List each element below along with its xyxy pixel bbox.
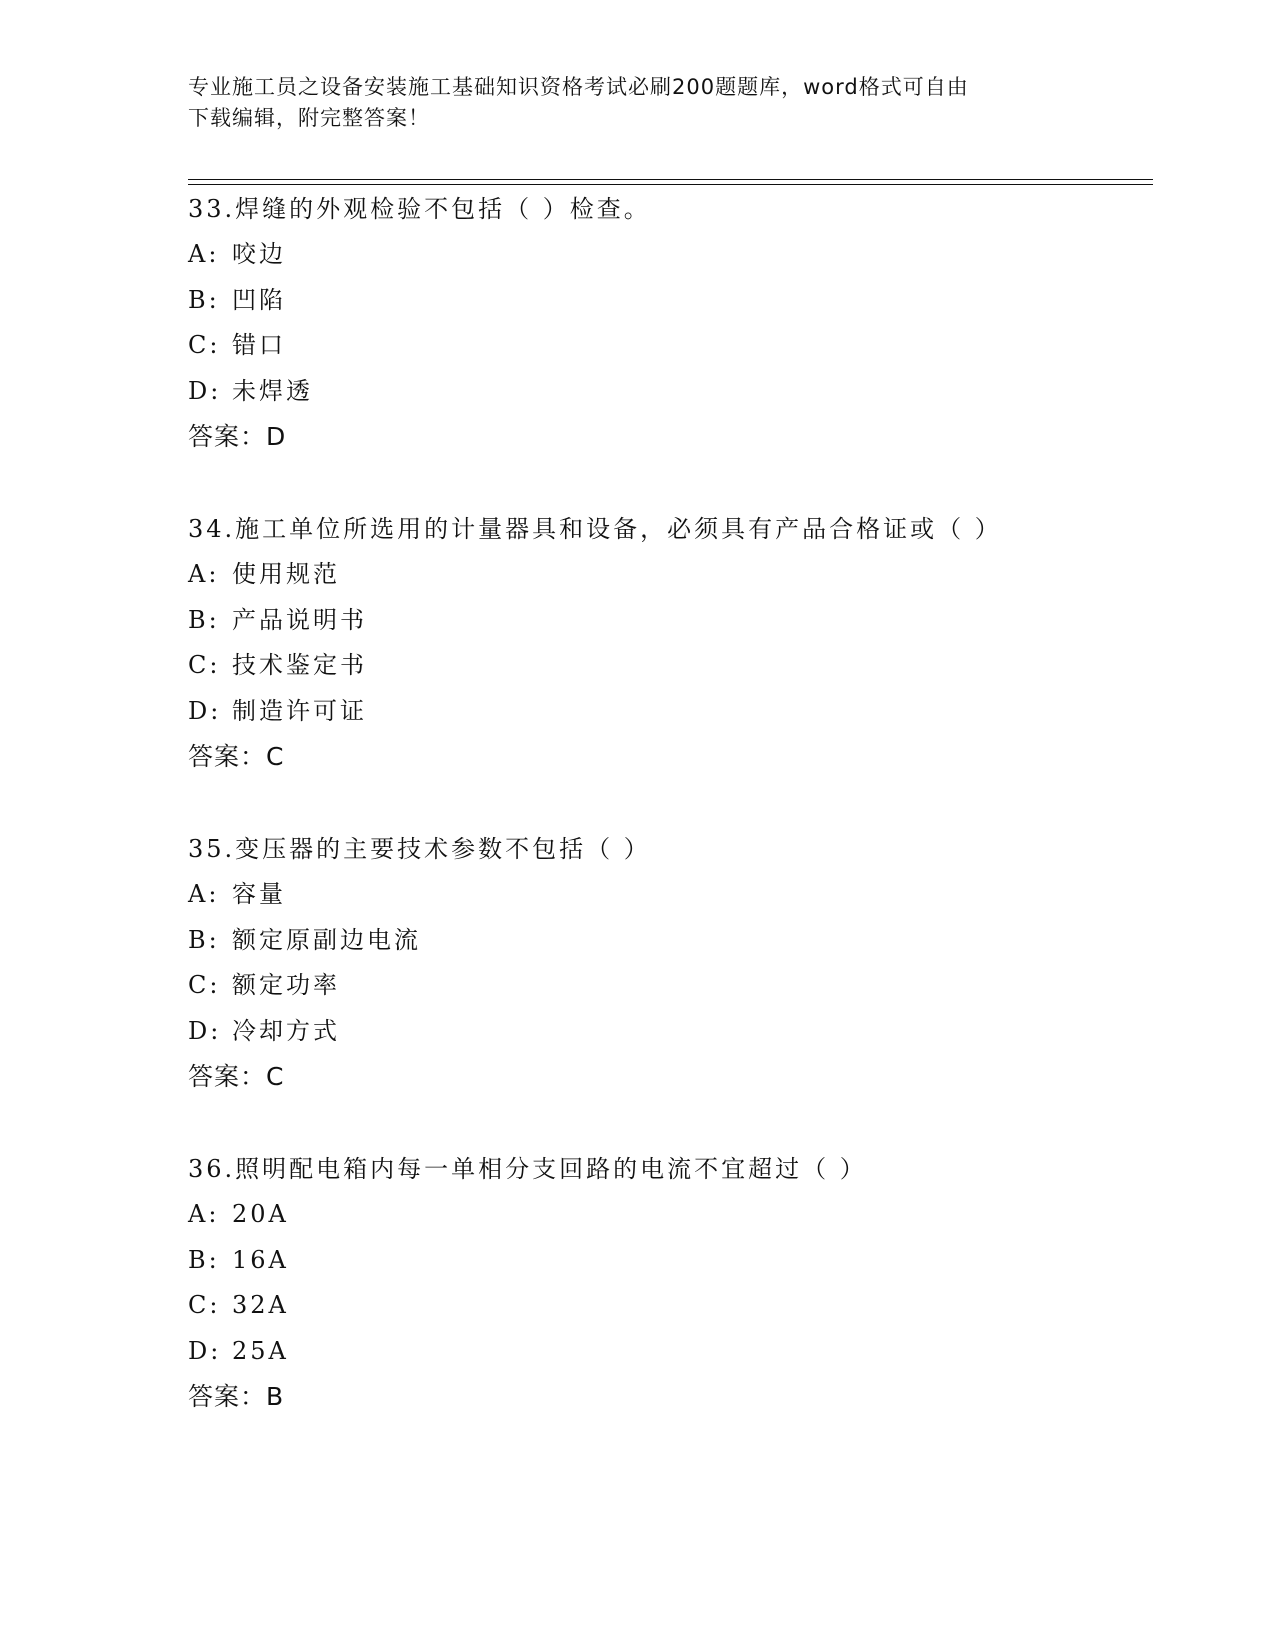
option-text: 错口 xyxy=(232,331,286,359)
option-text: 20A xyxy=(232,1200,289,1228)
option-c xyxy=(188,963,1168,1009)
option-d xyxy=(188,689,1168,735)
option-b xyxy=(188,918,1168,964)
option-letter: A: xyxy=(188,240,220,268)
option-letter: A: xyxy=(188,1200,220,1228)
document-header xyxy=(188,72,1088,134)
option-d xyxy=(188,1329,1168,1375)
question-text: 36.照明配电箱内每一单相分支回路的电流不宜超过（ ） xyxy=(188,1155,867,1183)
answer-text: 答案：C xyxy=(188,742,285,771)
option-text: 咬边 xyxy=(232,240,286,268)
option-letter: B: xyxy=(188,925,220,954)
option-c xyxy=(188,643,1168,689)
option-letter: C: xyxy=(188,651,221,679)
option-text: 产品说明书 xyxy=(232,605,367,634)
option-letter: C: xyxy=(188,971,221,999)
option-b xyxy=(188,1238,1168,1284)
option-b xyxy=(188,278,1168,324)
question-text: 33.焊缝的外观检验不包括（ ）检查。 xyxy=(188,195,651,223)
option-letter: D: xyxy=(188,1336,222,1365)
question-block xyxy=(188,186,1168,460)
question-block xyxy=(188,826,1168,1100)
option-text: 25A xyxy=(232,1336,289,1365)
option-letter: A: xyxy=(188,560,220,588)
option-d xyxy=(188,369,1168,415)
option-a xyxy=(188,1192,1168,1238)
option-letter: B: xyxy=(188,285,220,314)
question-text: 34.施工单位所选用的计量器具和设备，必须具有产品合格证或（ ） xyxy=(188,515,1002,543)
option-text: 未焊透 xyxy=(232,376,313,405)
question-block xyxy=(188,506,1168,780)
option-text: 凹陷 xyxy=(232,285,286,314)
question-text: 35.变压器的主要技术参数不包括（ ） xyxy=(188,835,651,863)
option-text: 额定原副边电流 xyxy=(232,925,421,954)
header-divider-bottom xyxy=(188,184,1153,185)
option-letter: C: xyxy=(188,331,221,359)
header-divider-top xyxy=(188,179,1153,180)
option-text: 额定功率 xyxy=(232,971,340,999)
answer-text: 答案：D xyxy=(188,422,287,451)
option-letter: D: xyxy=(188,1016,222,1045)
answer-text: 答案：B xyxy=(188,1382,285,1411)
option-letter: C: xyxy=(188,1291,221,1319)
option-b xyxy=(188,598,1168,644)
option-letter: B: xyxy=(188,605,220,634)
option-d xyxy=(188,1009,1168,1055)
option-text: 冷却方式 xyxy=(232,1016,340,1045)
option-text: 16A xyxy=(232,1245,289,1274)
option-letter: D: xyxy=(188,376,222,405)
answer-text: 答案：C xyxy=(188,1062,285,1091)
option-letter: B: xyxy=(188,1245,220,1274)
option-a xyxy=(188,232,1168,278)
header-line-1: 专业施工员之设备安装施工基础知识资格考试必刷200题题库，word格式可自由 xyxy=(188,75,969,99)
option-c xyxy=(188,1283,1168,1329)
option-text: 技术鉴定书 xyxy=(232,651,367,679)
option-letter: A: xyxy=(188,880,220,908)
option-a xyxy=(188,872,1168,918)
option-c xyxy=(188,323,1168,369)
question-block xyxy=(188,1146,1168,1420)
header-line-2: 下载编辑，附完整答案！ xyxy=(188,106,430,130)
option-text: 容量 xyxy=(232,880,286,908)
option-letter: D: xyxy=(188,696,222,725)
option-a xyxy=(188,552,1168,598)
option-text: 32A xyxy=(232,1291,289,1319)
option-text: 使用规范 xyxy=(232,560,340,588)
option-text: 制造许可证 xyxy=(232,696,367,725)
